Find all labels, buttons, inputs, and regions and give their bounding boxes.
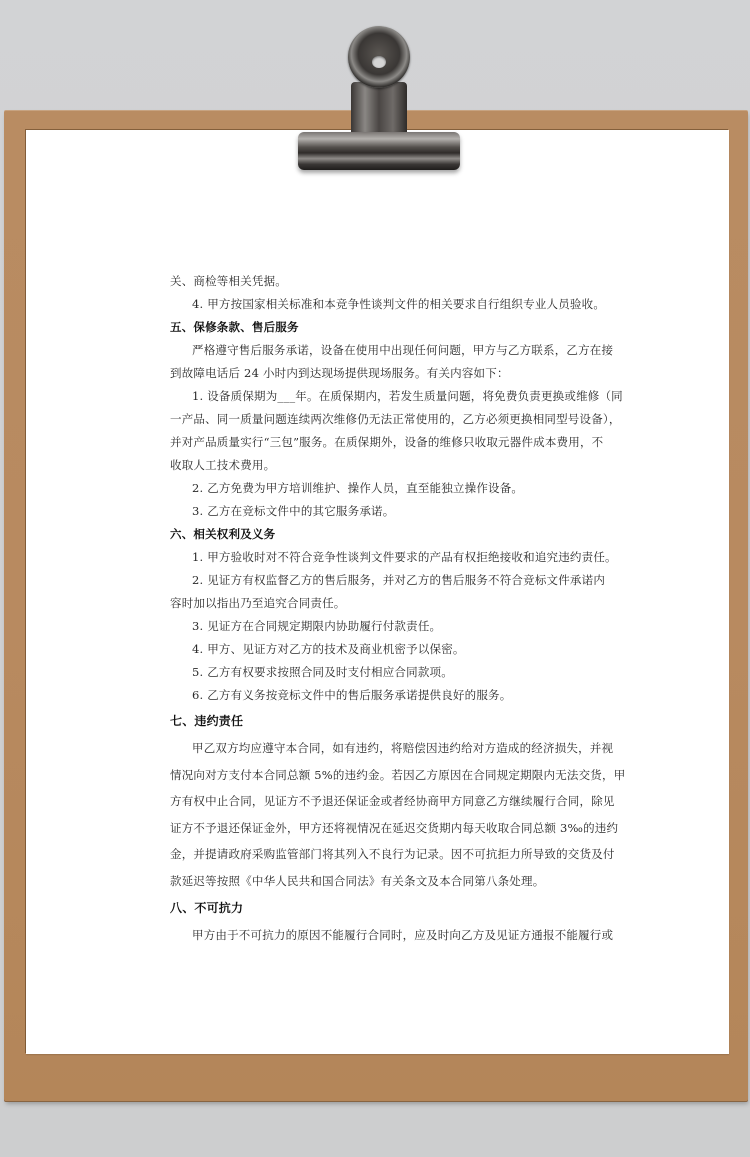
text-line: 金，并提请政府采购监管部门将其列入不良行为记录。因不可抗拒力所导致的交货及付 bbox=[170, 847, 615, 861]
paragraph-start: 甲乙双方均应遵守本合同，如有违约，将赔偿因违约给对方造成的经济损失，并视 bbox=[192, 741, 614, 755]
list-item: 1. 甲方验收时对不符合竞争性谈判文件要求的产品有权拒绝接收和追究违约责任。 bbox=[192, 550, 617, 564]
text-line: 一产品、同一质量问题连续两次维修仍无法正常使用的，乙方必须更换相同型号设备）， bbox=[170, 412, 621, 426]
clip-hole bbox=[372, 56, 386, 68]
text-line: 到故障电话后 24 小时内到达现场提供现场服务。有关内容如下： bbox=[170, 366, 509, 380]
section-heading: 七、违约责任 bbox=[170, 714, 244, 728]
list-item: 3. 见证方在合同规定期限内协助履行付款责任。 bbox=[192, 619, 442, 633]
section-heading: 八、不可抗力 bbox=[170, 901, 244, 915]
list-item: 4. 甲方按国家相关标准和本竞争性谈判文件的相关要求自行组织专业人员验收。 bbox=[192, 297, 606, 311]
section-heading: 六、相关权利及义务 bbox=[170, 527, 276, 541]
text-line: 收取人工技术费用。 bbox=[170, 458, 276, 472]
list-item: 4. 甲方、见证方对乙方的技术及商业机密予以保密。 bbox=[192, 642, 465, 656]
paragraph-start: 严格遵守售后服务承诺，设备在使用中出现任何问题，甲方与乙方联系，乙方在接 bbox=[192, 343, 614, 357]
list-item: 6. 乙方有义务按竞标文件中的售后服务承诺提供良好的服务。 bbox=[192, 688, 512, 702]
list-item: 2. 见证方有权监督乙方的售后服务，并对乙方的售后服务不符合竞标文件承诺内 bbox=[192, 573, 606, 587]
paragraph-start: 甲方由于不可抗力的原因不能履行合同时，应及时向乙方及见证方通报不能履行或 bbox=[192, 928, 614, 942]
clip-bar bbox=[298, 132, 460, 170]
list-item: 2. 乙方免费为甲方培训维护、操作人员，直至能独立操作设备。 bbox=[192, 481, 524, 495]
text-line: 容时加以指出乃至追究合同责任。 bbox=[170, 596, 346, 610]
list-item: 5. 乙方有权要求按照合同及时支付相应合同款项。 bbox=[192, 665, 453, 679]
list-item: 1. 设备质保期为___年。在质保期内，若发生质量问题，将免费负责更换或维修（同 bbox=[192, 389, 623, 403]
text-line: 款延迟等按照《中华人民共和国合同法》有关条文及本合同第八条处理。 bbox=[170, 873, 545, 888]
text-line: 情况向对方支付本合同总额 5%的违约金。若因乙方原因在合同规定期限内无法交货，甲 bbox=[170, 767, 626, 782]
binder-clip-icon bbox=[296, 24, 462, 172]
text-line: 证方不予退还保证金外，甲方还将视情况在延迟交货期内每天收取合同总额 3‰的违约 bbox=[170, 820, 619, 835]
text-line: 关、商检等相关凭据。 bbox=[170, 274, 287, 288]
text-line: 方有权中止合同，见证方不予退还保证金或者经协商甲方同意乙方继续履行合同，除见 bbox=[170, 794, 615, 808]
list-item: 3. 乙方在竞标文件中的其它服务承诺。 bbox=[192, 504, 395, 518]
text-line: 并对产品质量实行“三包”服务。在质保期外，设备的维修只收取元器件成本费用，不 bbox=[170, 435, 604, 449]
contract-document bbox=[170, 270, 626, 949]
clip-neck bbox=[351, 82, 407, 138]
section-heading: 五、保修条款、售后服务 bbox=[170, 320, 299, 334]
